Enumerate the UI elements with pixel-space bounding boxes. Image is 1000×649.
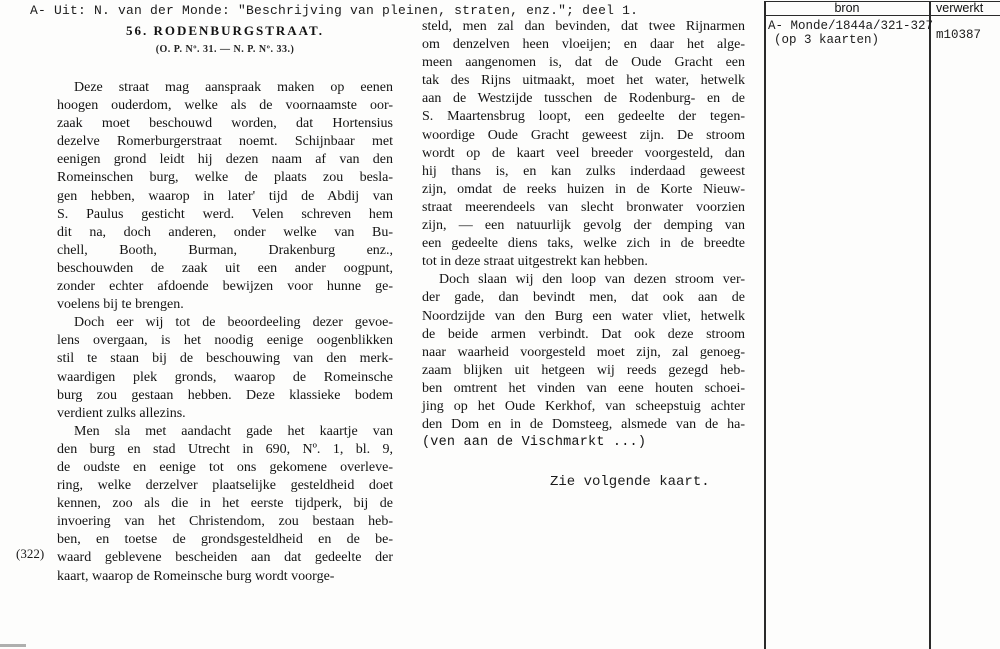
text-line: zijn, — een natuurlijk gevolg der demping van [422,218,745,234]
text-line: voelens bij te brengen. [57,297,184,313]
text-line: burg zou gestaan hebben. Deze klassieke bodem [57,387,393,403]
bron-cell-line1: A- Monde/1844a/321-327 [768,19,934,33]
bron-column-header: bron [834,1,860,15]
article-title: 56. RODENBURGSTRAAT. [125,23,325,38]
scan-artifact [0,644,26,647]
text-line: Noordzijde van den Burg een water vliet, hetwelk [422,308,745,324]
text-line: aan de Westzijde tusschen de Rodenburg- en de [422,91,745,107]
closing-note: Zie volgende kaart. [550,474,710,490]
text-line: S. Paulus gesticht werd. Velen schreven hem [57,206,393,222]
text-line: om denzelven heen vloeijen; en daar het alge- [422,37,745,53]
text-line: verdient zulks allezins. [57,405,186,421]
table-column-divider [929,1,931,649]
text-line: lens overgaan, is het noodig eenige oogenblikken [57,333,393,349]
text-line: beschouwden de zaak uit een ander oogpunt, [57,260,393,276]
text-line: den Dom en in de Domsteeg, alsmede van de ha- [422,417,745,433]
text-line: waardigen plek gronds, waarop de Romeinsche [57,369,393,385]
text-line: Doch slaan wij den loop van dezen stroom ver- [439,272,745,288]
table-left-border [764,1,766,649]
text-line: naar waarheid voorgesteld moet zijn, zal genoeg- [422,344,745,360]
right-text-column [422,18,745,452]
text-line: woordige Oude Gracht geweest zijn. De stroom [422,127,745,143]
text-line: dit na, doch anderen, onder welke van Bu- [57,224,393,240]
article-title-block [57,23,393,55]
text-line: jing op het Oude Kerkhof, van scheepstuig achter [422,398,745,414]
text-line: stil te staan bij de beschouwing van den merk- [57,351,393,367]
text-line: Doch eer wij tot de beoordeeling dezer gevoe- [74,315,393,331]
text-line: gen hebben, waarop in later' tijd de Abdij van [57,188,393,204]
bron-cell [768,19,932,47]
text-line: zonder echter afdoende bewijzen voor hunne ge- [57,279,393,295]
text-line: kennen, zoo als die in het eerste tijdperk, bij de [57,496,393,512]
verwerkt-column-header: verwerkt [936,1,984,15]
header-note: A- Uit: N. van der Monde: "Beschrijving van pleinen, straten, enz."; deel 1. [30,3,639,18]
text-line: ben, en toetse de grondsgesteldheid en de be- [57,532,393,548]
text-line: Men sla met aandacht gade het kaartje van [74,423,393,439]
text-line: der gade, dan bevindt men, dat ook aan de [422,290,745,306]
text-line: tot in deze straat uitgestrekt kan hebben. [422,254,648,270]
text-line: hij thans is, en kan zulks inderdaad geweest [422,163,745,179]
text-line: (ven aan de Vischmarkt ...) [422,435,647,451]
table-header-rule [764,15,1000,16]
text-line: zaam blijken uit hetgeen wij reeds gezegd heb- [422,362,745,378]
text-line: hoogen ouderdom, welke als de voornaamste oor- [57,98,393,114]
text-line: meen aangenomen is, dat de Oude Gracht een [422,55,745,71]
margin-page-number: (322) [16,546,45,561]
text-line: steld, men zal dan bevinden, dat twee Rijnarmen [422,19,745,34]
text-line: invoering van het Christendom, zou bestaan heb- [57,514,393,530]
left-text-column [57,79,393,586]
text-line: zaak moet beschouwd worden, dat Hortensius [57,116,393,132]
text-line: chell, Booth, Burman, Drakenburg enz., [57,242,393,258]
text-line: tak des Rijns uitmaakt, moet het water, hetwelk [422,73,745,89]
text-line: Romeinschen burg, welke de plaats zou besla- [57,170,393,186]
map-references: (O. P. Nº. 31. — N. P. Nº. 33.) [155,44,295,55]
text-line: de oudste en eenige tot ons gekomene overleve- [57,459,393,475]
bron-cell-line2: (op 3 kaarten) [774,33,880,47]
text-line: ben omtrent het vinden van eene houten schoei- [422,380,745,396]
text-line: dezelve Romerburgerstraat noemt. Schijnbaar met [57,134,393,150]
text-line: de beide armen verbindt. Dat ook deze stroom [422,326,745,342]
text-line: waard geblevene bescheiden aan dat gedeelte der [57,550,393,566]
text-line: ring, welke derzelver plaatselijke gesteldheid doet [57,478,393,494]
text-line: zijn, omdat de reeks huizen in de Korte Nieuw- [422,181,745,197]
verwerkt-cell: m10387 [936,28,982,42]
text-line: S. Maartensbrug loopt, een gedeelte der tegen- [422,109,745,125]
text-line: den burg en stad Utrecht in 690, Nº. 1, bl. 9, [57,441,393,457]
text-line: kaart, waarop de Romeinsche burg wordt voorge- [57,568,335,584]
text-line: een gedeelte diens taks, welke zich in de breedte [422,236,745,252]
text-line: Deze straat mag aanspraak maken op eenen [74,80,393,95]
text-line: wordt op de kaart veel breeder voorgesteld, dan [422,145,745,161]
text-line: eenigen grond leidt hij dezen naam af van den [57,152,393,168]
text-line: straat meerendeels van slecht bronwater voorzien [422,199,745,215]
